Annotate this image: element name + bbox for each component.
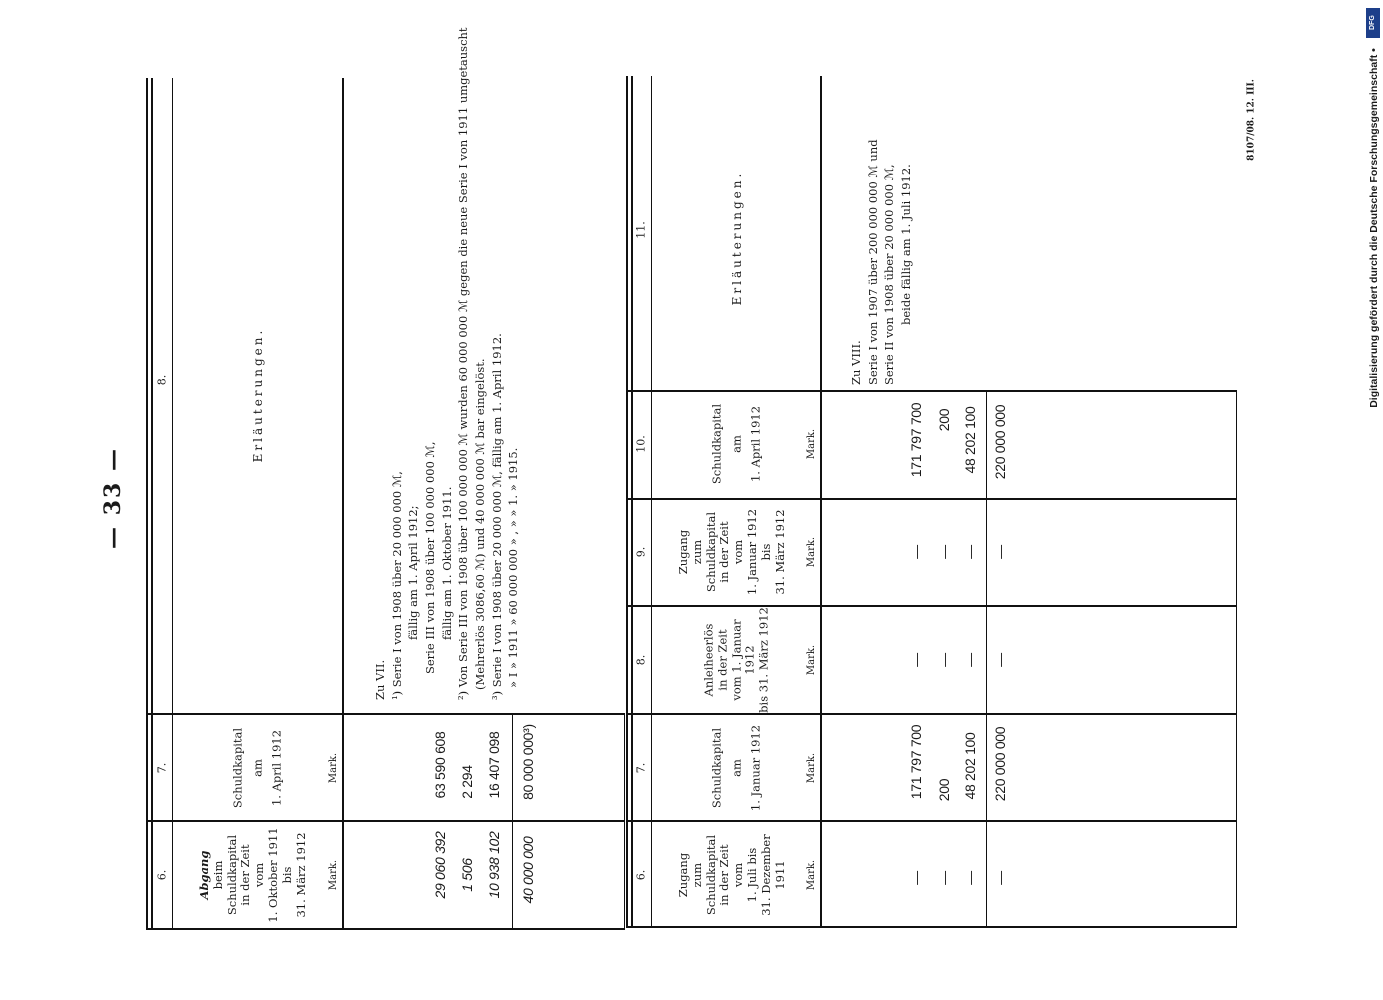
table2-total-c8: — [992,653,1008,667]
table2-header-c11: Erläuterungen. [730,170,744,306]
table1-unit-c7: Mark. [328,752,339,784]
table2-row1-c6: — [908,871,924,885]
table1-bottom [146,928,625,930]
table1-notes [372,27,522,700]
note-line: beide fällig am 1. Juli 1912. [899,164,914,325]
table2-row1-c9: — [908,545,924,559]
table2-sep-6-7 [626,820,1237,822]
note-line: ²) Von Serie III von 1908 über 100 000 000 ℳ wurden 60 000 000 ℳ gegen die neue Serie I von 1911 umgetauscht [456,27,471,700]
table2-row1-c8: — [908,653,924,667]
header-line: vom [731,862,745,888]
header-line: zum [689,539,704,565]
table1-colnum-rule [172,78,173,930]
header-line: Schuldkapital [709,727,724,809]
header-line: 1. April 1912 [748,405,763,483]
table1-row1-c6: 29 060 392 [432,831,448,899]
table2-right-rule [1236,390,1237,928]
header-line: in der Zeit [717,521,732,583]
table2-row3-c9: — [962,545,978,559]
table2-total-c10: 220 000 000 [992,404,1008,480]
header-line: 1911 [772,860,787,890]
note-line: fällig am 1. Oktober 1911. [439,486,454,640]
header-line: Schuldkapital [709,403,724,485]
table1-total-rule [512,715,513,930]
header-line: vom [252,862,266,888]
table1-row3-c7: 16 407 098 [486,731,502,799]
header-line: Schuldkapital [230,727,245,809]
header-line: am [729,435,744,453]
header-line: 31. Dezember [758,834,773,916]
table2-row3-c7: 48 202 100 [962,732,978,800]
table1-left-double-rule-b [151,78,153,930]
table2-sep-9-10 [626,498,1237,500]
table2-header-c9 [677,509,787,595]
table1-row1-c7: 63 590 608 [432,731,448,799]
page-number: — 33 — [100,447,126,549]
header-line: bis [758,543,773,561]
table1-right-rule [624,715,625,930]
header-line: 1. Oktober 1911 [265,827,280,923]
table2-unit-c9: Mark. [806,536,817,568]
table1-unit-c6: Mark. [328,859,339,891]
note-line: Zu VII. [373,659,387,700]
table2-unit-c7: Mark. [806,752,817,784]
note-line: Zu VIII. [849,340,863,385]
table1-total-c6: 40 000 000 [520,836,536,904]
note-line: fällig am 1. April 1912; [406,505,421,640]
header-line: am [250,759,265,777]
table1-header-c6 [198,827,308,922]
print-code: 8107/08. 12. III. [1246,79,1257,161]
table2-row2-c8: — [936,653,952,667]
table1-header-c8: Erläuterungen. [251,327,265,463]
header-line: bis 31. März 1912 [756,607,771,713]
header-line: Schuldkapital [224,834,239,916]
note-line: Serie I von 1907 über 200 000 000 ℳ und [865,139,880,385]
table2-unit-c6: Mark. [806,859,817,891]
header-line: 1. Juli bis [744,847,759,903]
table2-unit-c10: Mark. [806,428,817,460]
table2-colnum-9: 9. [634,546,648,558]
table2-row2-c9: — [936,545,952,559]
table2-header-c6 [677,834,787,915]
table2-left-double-rule-a [626,76,628,928]
table2-sep-7-8 [626,713,1237,715]
table1-row2-c6: 1 506 [459,858,475,892]
table1-header-c7 [229,728,288,808]
header-line: bis [279,866,294,884]
header-line: 31. März 1912 [772,509,787,595]
header-line: 31. März 1912 [293,832,308,918]
table2-colnum-7: 7. [634,762,648,774]
header-line: Zugang [675,852,690,898]
table2-colnum-8: 8. [634,654,648,666]
table2-row3-c8: — [962,653,978,667]
table2-header-rule [820,76,822,928]
table1-row3-c6: 10 938 102 [486,831,502,899]
header-line: 1912 [742,645,757,675]
table2-colnum-6: 6. [634,869,648,881]
table2-row1-c7: 171 797 700 [908,724,924,800]
table2-total-rule [986,390,987,928]
header-line: Abgang [196,850,211,900]
table2-total-c6: — [992,871,1008,885]
table1-sep-6-7 [146,820,625,822]
header-line: am [729,759,744,777]
table1-left-double-rule-a [146,78,148,930]
header-line: in der Zeit [717,844,732,906]
note-line: » I » 1911 » 60 000 000 » , » » 1. » 1915. [506,447,521,688]
header-line: in der Zeit [238,844,253,906]
header-line: Zugang [675,529,690,575]
table2-total-c7: 220 000 000 [992,726,1008,802]
header-line: Schuldkapital [703,511,718,593]
note-line: Serie II von 1908 über 20 000 000 ℳ, [882,164,897,385]
dfg-logo: DFG [1366,8,1380,38]
table2-colnum-10: 10. [634,435,648,453]
table2-row2-c10: 200 [936,408,952,432]
note-line: (Mehrerlös 3086,60 ℳ) und 40 000 000 ℳ bar eingelöst. [473,358,488,690]
table1-colnum-6: 6. [155,869,169,881]
table1-sep-7-8 [146,713,625,715]
table2-unit-c8: Mark. [806,644,817,676]
table2-sep-10-11 [626,390,1237,392]
header-line: zum [689,862,704,888]
header-line: Schuldkapital [703,834,718,916]
table2-row2-c7: 200 [936,778,952,802]
table1-header-rule [342,78,344,930]
header-line: vom 1. Januar [729,619,744,701]
table2-header-c10 [708,404,767,484]
table2-header-c7 [708,725,767,811]
table1-colnum-7: 7. [155,762,169,774]
header-line: beim [210,860,225,890]
table1-row2-c7: 2 294 [459,765,475,799]
note-line: Serie III von 1908 über 100 000 000 ℳ, [423,441,438,674]
watermark-text: Digitalisierung gefördert durch die Deutsche Forschungsgemeinschaft • [1367,48,1380,408]
table2-notes [848,139,915,385]
table2-colnum-rule [651,76,652,928]
table2-left-double-rule-b [631,76,633,928]
table2-colnum-11: 11. [634,221,648,239]
table1-total-c7: 80 000 000³) [520,724,536,800]
header-line: Anleiheerlös [701,623,716,697]
header-line: 1. Januar 1912 [744,508,759,596]
header-line: vom [731,539,745,565]
table2-row2-c6: — [936,871,952,885]
note-line: ¹) Serie I von 1908 über 20 000 000 ℳ, [389,471,404,700]
table2-bottom [626,926,1237,928]
header-line: in der Zeit [715,629,730,691]
table2-total-c9: — [992,545,1008,559]
header-line: 1. April 1912 [269,729,284,807]
header-line: 1. Januar 1912 [748,724,763,812]
table2-header-c8 [703,607,772,713]
note-line: ³) Serie I von 1908 über 20 000 000 ℳ, fällig am 1. April 1912. [489,333,504,700]
table2-row3-c6: — [962,871,978,885]
table1-colnum-8: 8. [155,374,169,386]
table2-row3-c10: 48 202 100 [962,406,978,474]
table2-row1-c10: 171 797 700 [908,402,924,478]
